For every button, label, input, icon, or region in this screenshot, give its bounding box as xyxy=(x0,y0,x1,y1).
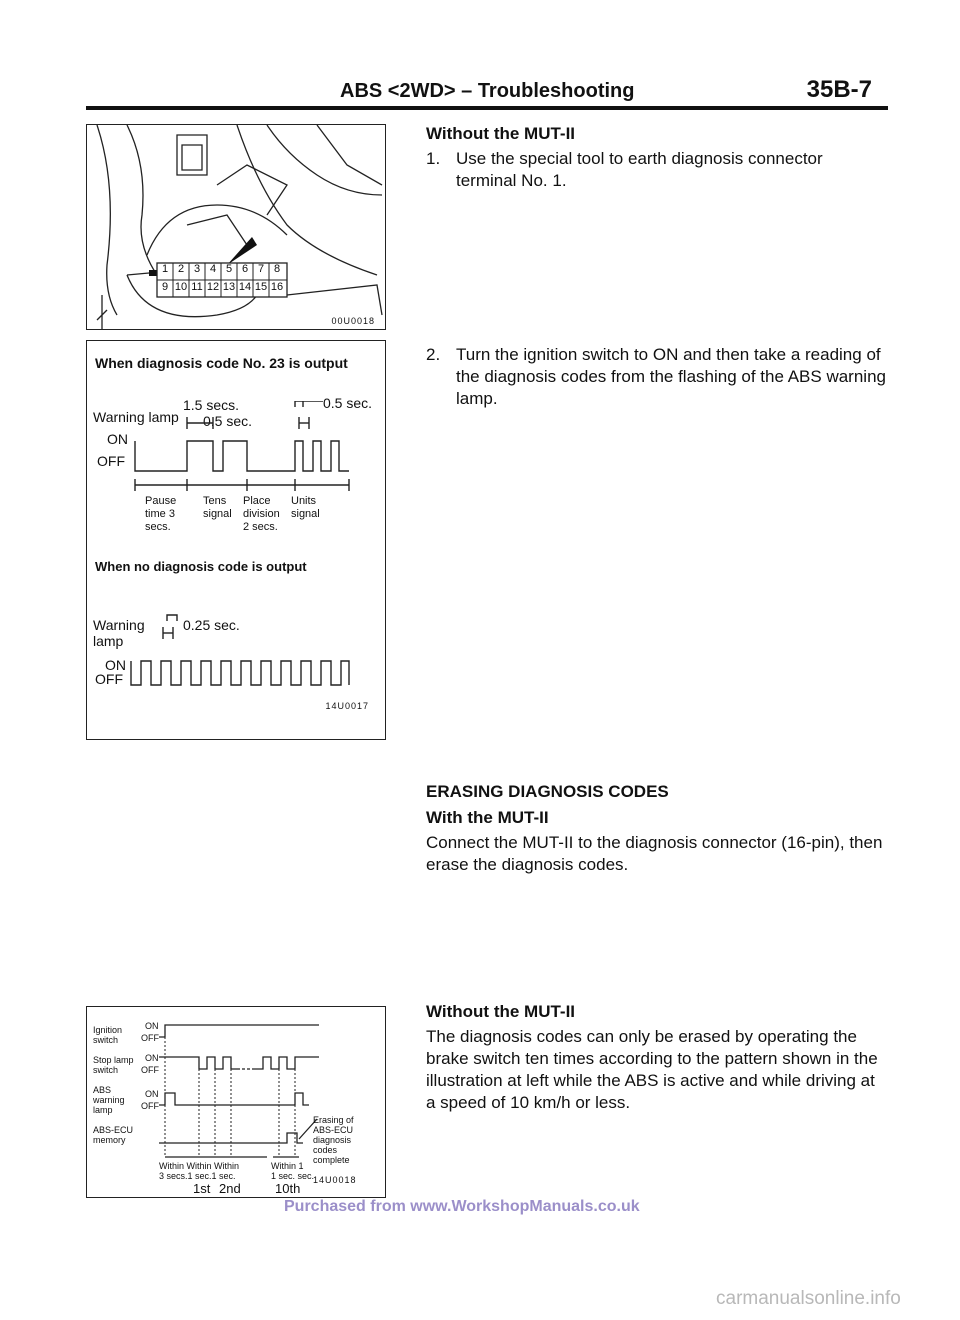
section-title: ERASING DIAGNOSIS CODES xyxy=(426,782,669,801)
lamp-label: Warning xyxy=(93,617,145,633)
label-line: switch xyxy=(93,1065,119,1075)
time-label: 1.5 secs. xyxy=(183,397,240,413)
figure-heading: When diagnosis code No. 23 is output xyxy=(95,355,348,371)
pin-row-bottom xyxy=(157,281,287,294)
time-label: 0.5 sec. xyxy=(203,413,253,429)
label-line: division xyxy=(243,508,280,520)
label-line: Pause xyxy=(145,495,177,507)
place-label xyxy=(243,495,280,534)
pin-label: 1 xyxy=(161,263,169,275)
label-line: secs. xyxy=(145,521,171,533)
count-label: 10th xyxy=(275,1181,301,1196)
label-line: Erasing of xyxy=(313,1115,354,1125)
label-line: signal xyxy=(291,508,320,520)
pin-label: 5 xyxy=(225,263,233,275)
figure-code: 14U0017 xyxy=(325,701,369,711)
connector-illustration xyxy=(86,124,386,330)
timing-label: Within Within Within xyxy=(159,1161,240,1171)
tens-label xyxy=(203,495,232,521)
pin-label: 6 xyxy=(241,263,249,275)
pin-label: 10 xyxy=(174,281,188,293)
label-line: codes xyxy=(313,1145,338,1155)
on-label: ON xyxy=(105,657,126,673)
figure-code: 14U0018 xyxy=(313,1175,357,1185)
pin-label: 16 xyxy=(270,281,284,293)
pin-label: 11 xyxy=(191,281,203,293)
purchase-footer: Purchased from www.WorkshopManuals.co.uk xyxy=(284,1198,640,1215)
step-text: Turn the ignition switch to ON and then take a reading of the diagnosis codes from the flashing of the ABS warning lamp. xyxy=(456,345,886,408)
section-heading: Without the MUT-II xyxy=(426,1002,576,1021)
pin-label: 9 xyxy=(161,281,169,293)
label-line: lamp xyxy=(93,1105,113,1115)
pin-label: 15 xyxy=(254,281,268,293)
flash-pattern-figure xyxy=(86,340,386,740)
count-label: 2nd xyxy=(219,1181,241,1196)
label-line: warning xyxy=(93,1095,125,1105)
lamp-label: lamp xyxy=(93,633,124,649)
label-line: ABS-ECU xyxy=(93,1125,134,1135)
on-label: ON xyxy=(145,1053,159,1063)
pin-label: 8 xyxy=(273,263,281,275)
pin-label: 12 xyxy=(206,281,220,293)
on-label: ON xyxy=(107,431,128,447)
label-line: Tens xyxy=(203,495,227,507)
pin-row-top xyxy=(157,263,287,276)
label-line: Ignition xyxy=(93,1025,123,1035)
step-number: 1. xyxy=(426,149,441,168)
label-line: Units xyxy=(291,495,317,507)
time-label: 0.5 sec. xyxy=(323,395,373,411)
header-rule xyxy=(86,106,888,110)
paragraph: Connect the MUT-II to the diagnosis connector (16-pin), then erase the diagnosis codes. xyxy=(426,833,883,874)
label-line: complete xyxy=(313,1155,350,1165)
units-label xyxy=(291,495,320,521)
timing-label: Within 1 xyxy=(271,1161,304,1171)
label-line: Stop lamp xyxy=(93,1055,134,1065)
step-number: 2. xyxy=(426,345,441,364)
label-line: memory xyxy=(93,1135,126,1145)
figure-heading: When no diagnosis code is output xyxy=(95,559,307,574)
timing-label: 1 sec. sec. xyxy=(271,1171,315,1181)
paragraph: The diagnosis codes can only be erased by operating the brake switch ten times according to the pattern shown in the illustration at left while the ABS is active and while driving at a speed of 10 km/h or less. xyxy=(426,1027,878,1112)
lamp-label: Warning lamp xyxy=(93,409,179,425)
label-line: diagnosis xyxy=(313,1135,352,1145)
pin-label: 14 xyxy=(238,281,252,293)
code23-waveform xyxy=(87,401,385,561)
off-label: OFF xyxy=(141,1033,159,1043)
watermark: carmanualsonline.info xyxy=(716,1288,901,1309)
pin-label: 7 xyxy=(257,263,265,275)
section-heading: With the MUT-II xyxy=(426,808,549,827)
label-line: time 3 xyxy=(145,508,175,520)
pin-label: 2 xyxy=(177,263,185,275)
label-line: ABS-ECU xyxy=(313,1125,354,1135)
count-label: 1st xyxy=(193,1181,211,1196)
page-title: ABS <2WD> – Troubleshooting xyxy=(340,80,635,102)
section-heading: Without the MUT-II xyxy=(426,124,576,143)
off-label: OFF xyxy=(141,1065,159,1075)
label-line: signal xyxy=(203,508,232,520)
pause-label xyxy=(145,495,176,534)
erase-pattern-figure xyxy=(86,1006,386,1198)
erase-complete-label xyxy=(313,1115,354,1165)
pin-label: 13 xyxy=(222,281,236,293)
off-label: OFF xyxy=(97,453,125,469)
label-line: switch xyxy=(93,1035,119,1045)
label-line: ABS xyxy=(93,1085,112,1095)
on-label: ON xyxy=(145,1021,159,1031)
pin-label: 4 xyxy=(209,263,217,275)
label-line: 2 secs. xyxy=(243,521,278,533)
off-label: OFF xyxy=(95,671,123,687)
page-number: 35B-7 xyxy=(806,76,872,103)
figure-code: 00U0018 xyxy=(331,316,375,326)
on-label: ON xyxy=(145,1089,159,1099)
no-code-waveform xyxy=(87,611,385,691)
off-label: OFF xyxy=(141,1101,159,1111)
time-label: 0.25 sec. xyxy=(183,617,240,633)
connector-drawing xyxy=(87,125,385,329)
timing-label: 3 secs.1 sec.1 sec. xyxy=(159,1171,236,1181)
label-line: Place xyxy=(243,495,271,507)
pin-label: 3 xyxy=(193,263,201,275)
step-text: Use the special tool to earth diagnosis connector terminal No. 1. xyxy=(456,149,823,190)
